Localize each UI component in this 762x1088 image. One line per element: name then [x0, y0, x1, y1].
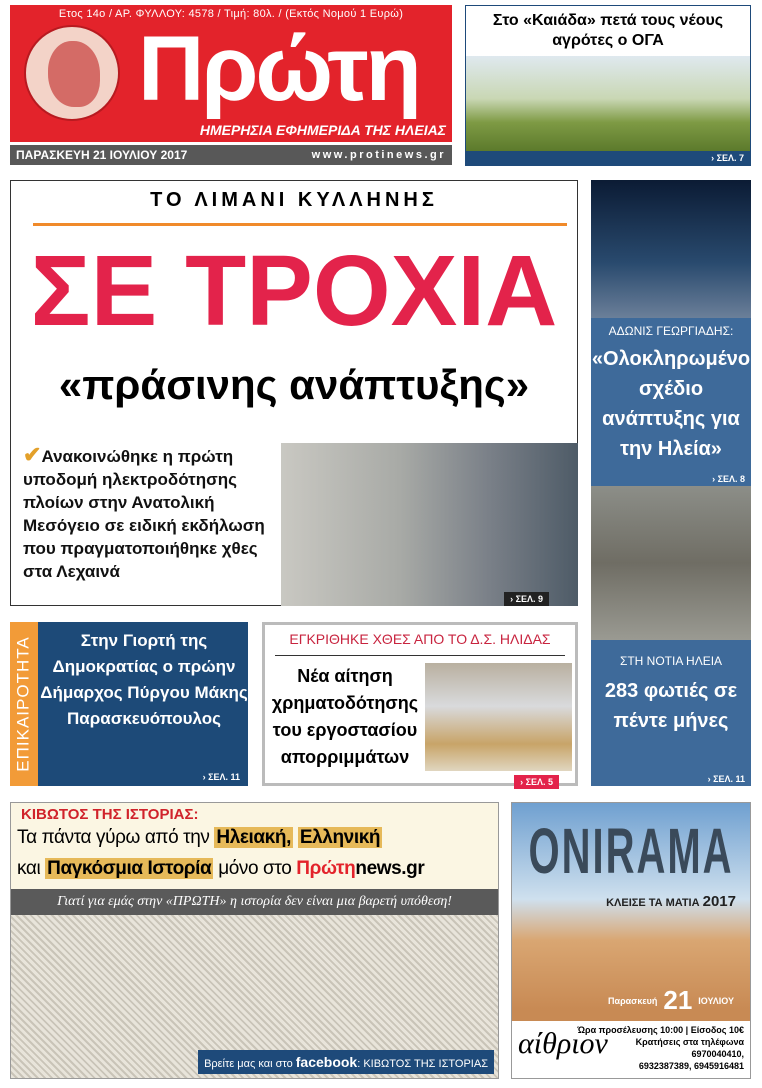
page-ref: › ΣΕΛ. 9: [504, 592, 549, 606]
fires-story[interactable]: [591, 640, 751, 786]
page-ref: › ΣΕΛ. 8: [712, 474, 745, 484]
facebook-link[interactable]: [198, 1050, 494, 1074]
date: 21: [663, 985, 693, 1015]
newspaper-logo: Πρώτη: [138, 18, 419, 120]
main-story[interactable]: [10, 180, 578, 606]
ad-kicker: ΚΙΒΩΤΟΣ ΤΗΣ ΙΣΤΟΡΙΑΣ:: [21, 806, 199, 823]
council-photo: [425, 663, 572, 771]
text: μόνο στο: [213, 858, 297, 879]
month: ΙΟΥΛΙΟΥ: [698, 995, 734, 1006]
page-ref: › ΣΕΛ. 5: [514, 775, 559, 789]
text: και: [17, 858, 46, 879]
text: Βρείτε μας και στο: [204, 1058, 296, 1070]
info-line: Ώρα προσέλευσης 10:00 | Είσοδος 10€: [577, 1025, 744, 1035]
event-photo: [281, 443, 578, 606]
main-headline: ΣΕ ΤΡΟΧΙΑ: [30, 235, 558, 347]
day: Παρασκευή: [608, 995, 658, 1006]
main-kicker: ΤΟ ΛΙΜΑΝΙ ΚΥΛΛΗΝΗΣ: [150, 189, 438, 211]
checkmark-icon: ✔: [23, 442, 42, 467]
year: 2017: [702, 893, 736, 910]
band-name: ONIRAMA: [528, 817, 734, 888]
highlight: Παγκόσμια Ιστορία: [47, 858, 212, 879]
onirama-ad[interactable]: [511, 802, 751, 1079]
brand-logo: Πρώτη: [296, 858, 356, 879]
date-bar: [10, 145, 452, 165]
divider: [275, 655, 565, 656]
event-date: [608, 985, 734, 1016]
page-ref: › ΣΕΛ. 11: [202, 772, 240, 782]
event-info: [577, 1024, 744, 1072]
text: : ΚΙΒΩΤΟΣ ΤΗΣ ΙΣΤΟΡΙΑΣ: [357, 1058, 488, 1070]
main-body-text: Ανακοινώθηκε η πρώτη υποδομή ηλεκτροδότησης πλοίων στην Ανατολική Μεσόγειο σε ειδική εκδήλωση που πραγματοποιήθηκε χθες στα Λεχαινά: [23, 447, 265, 581]
phone: 6932387389, 6945916481: [638, 1061, 744, 1071]
main-subhead: «πράσινης ανάπτυξης»: [58, 361, 530, 408]
tour-title: [606, 893, 736, 910]
georgiadis-story[interactable]: [591, 318, 751, 486]
farmer-photo: [466, 56, 750, 151]
info-line: Κρατήσεις στα τηλέφωνα: [635, 1037, 744, 1047]
kivotos-ad[interactable]: [10, 802, 499, 1079]
top-story-headline: Στο «Καιάδα» πετά τους νέους αγρότες ο ΟΓΑ: [492, 12, 724, 49]
page-ref: › ΣΕΛ. 7: [466, 151, 750, 165]
divider: [33, 223, 567, 226]
story-kicker: ΑΔΩΝΙΣ ΓΕΩΡΓΙΑΔΗΣ:: [608, 324, 734, 338]
issue-date: ΠΑΡΑΣΚΕΥΗ 21 ΙΟΥΛΙΟΥ 2017: [16, 148, 188, 162]
ds-story[interactable]: [262, 622, 578, 786]
masthead: [10, 5, 452, 142]
ad-footer: [512, 1021, 750, 1078]
website-link[interactable]: www.protinews.gr: [311, 149, 446, 161]
epikairotita-story[interactable]: [10, 622, 248, 786]
right-column: [591, 180, 751, 786]
main-body: [23, 443, 279, 583]
ad-line-1: [17, 827, 382, 849]
story-headline: «Ολοκληρωμένο σχέδιο ανάπτυξης για την Ηλεία»: [591, 348, 751, 460]
text: Τα πάντα γύρω από την: [17, 827, 215, 848]
story-kicker: ΣΤΗ ΝΟΤΙΑ ΗΛΕΙΑ: [619, 654, 723, 668]
section-label: [10, 622, 38, 786]
venue-logo: αίθριον: [518, 1027, 608, 1060]
story-headline: 283 φωτιές σε πέντε μήνες: [604, 680, 738, 732]
brand-domain: news.gr: [355, 858, 425, 879]
speaker-photo: [591, 180, 751, 318]
story-kicker: ΕΓΚΡΙΘΗΚΕ ΧΘΕΣ ΑΠΟ ΤΟ Δ.Σ. ΗΛΙΔΑΣ: [289, 631, 551, 647]
ad-line-2: [17, 858, 424, 880]
highlight: Ηλειακή,: [216, 827, 291, 848]
page-ref: › ΣΕΛ. 11: [707, 774, 745, 784]
story-headline: Νέα αίτηση χρηματοδότησης του εργοστασίου απορριμμάτων: [271, 666, 419, 767]
newspaper-subtitle: ΗΜΕΡΗΣΙΑ ΕΦΗΜΕΡΙΔΑ ΤΗΣ ΗΛΕΙΑΣ: [199, 122, 446, 138]
story-headline: Στην Γιορτή της Δημοκρατίας ο πρώην Δήμαρχος Πύργου Μάκης Παρασκευόπουλος: [40, 631, 248, 728]
text: ΚΛΕΙΣΕ ΤΑ ΜΑΤΙΑ: [606, 897, 703, 909]
facebook-label: facebook: [295, 1054, 358, 1070]
section-label-text: ΕΠΙΚΑΙΡΟΤΗΤΑ: [14, 636, 33, 772]
top-story[interactable]: [465, 5, 751, 166]
phone: 6970040410,: [691, 1049, 744, 1059]
ad-tagline: Γιατί για εμάς στην «ΠΡΩΤΗ» η ιστορία δεν είναι μια βαρετή υπόθεση!: [11, 889, 498, 915]
fire-photo: [591, 486, 751, 640]
coin-logo: [24, 25, 120, 121]
highlight: Ελληνική: [299, 827, 381, 848]
issue-info: Ετος 14ο / ΑΡ. ΦΥΛΛΟΥ: 4578 / Τιμή: 80λ. / (Εκτός Νομού 1 Ευρώ): [58, 8, 404, 20]
